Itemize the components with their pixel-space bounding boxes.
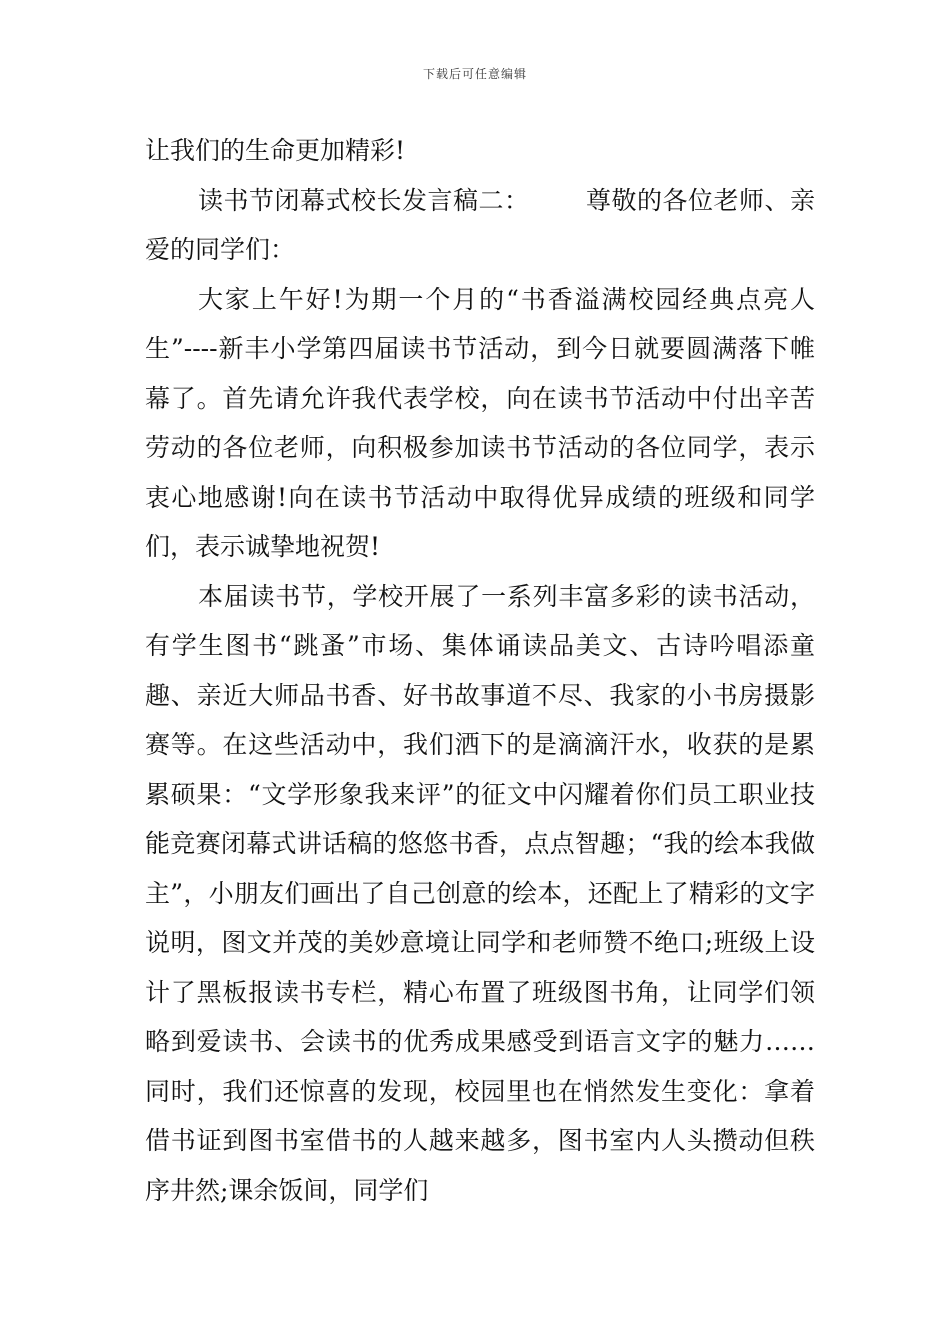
paragraph-speech-title: [145, 176, 815, 275]
paragraph-activities: 本届读书节，学校开展了一系列丰富多彩的读书活动，有学生图书“跳蚤”市场、集体诵读品美文、古诗吟唱添童趣、亲近大师品书香、好书故事道不尽、我家的小书房摄影赛等。在这些活动中，我们洒下的是滴滴汗水，收获的是累累硕果：“文学形象我来评”的征文中闪耀着你们员工职业技能竞赛闭幕式讲话稿的悠悠书香，点点智趣；“我的绘本我做主”，小朋友们画出了自己创意的绘本，还配上了精彩的文字说明，图文并茂的美妙意境让同学和老师赞不绝口;班级上设计了黑板报读书专栏，精心布置了班级图书角，让同学们领略到爱读书、会读书的优秀成果感受到语言文字的魅力……同时，我们还惊喜的发现，校园里也在悄然发生变化：拿着借书证到图书室借书的人越来越多，图书室内人头攒动但秩序井然;课余饭间，同学们: [145, 581, 815, 1205]
speech-title: 读书节闭幕式校长发言稿二：: [198, 185, 530, 215]
paragraph-closing-line: 让我们的生命更加精彩!: [145, 136, 406, 165]
page-header: 下载后可任意编辑: [422, 67, 527, 81]
speech-salutation: 尊敬的各位老师、亲爱的同学们：: [145, 185, 815, 264]
document-body: [145, 126, 815, 1215]
paragraph-greeting: 大家上午好!为期一个月的“书香溢满校园经典点亮人生”----新丰小学第四届读书节活动，到今日就要圆满落下帷幕了。首先请允许我代表学校，向在读书节活动中付出辛苦劳动的各位老师，向积极参加读书节活动的各位同学，表示衷心地感谢!向在读书节活动中取得优异成绩的班级和同学们，表示诚挚地祝贺!: [145, 284, 815, 561]
